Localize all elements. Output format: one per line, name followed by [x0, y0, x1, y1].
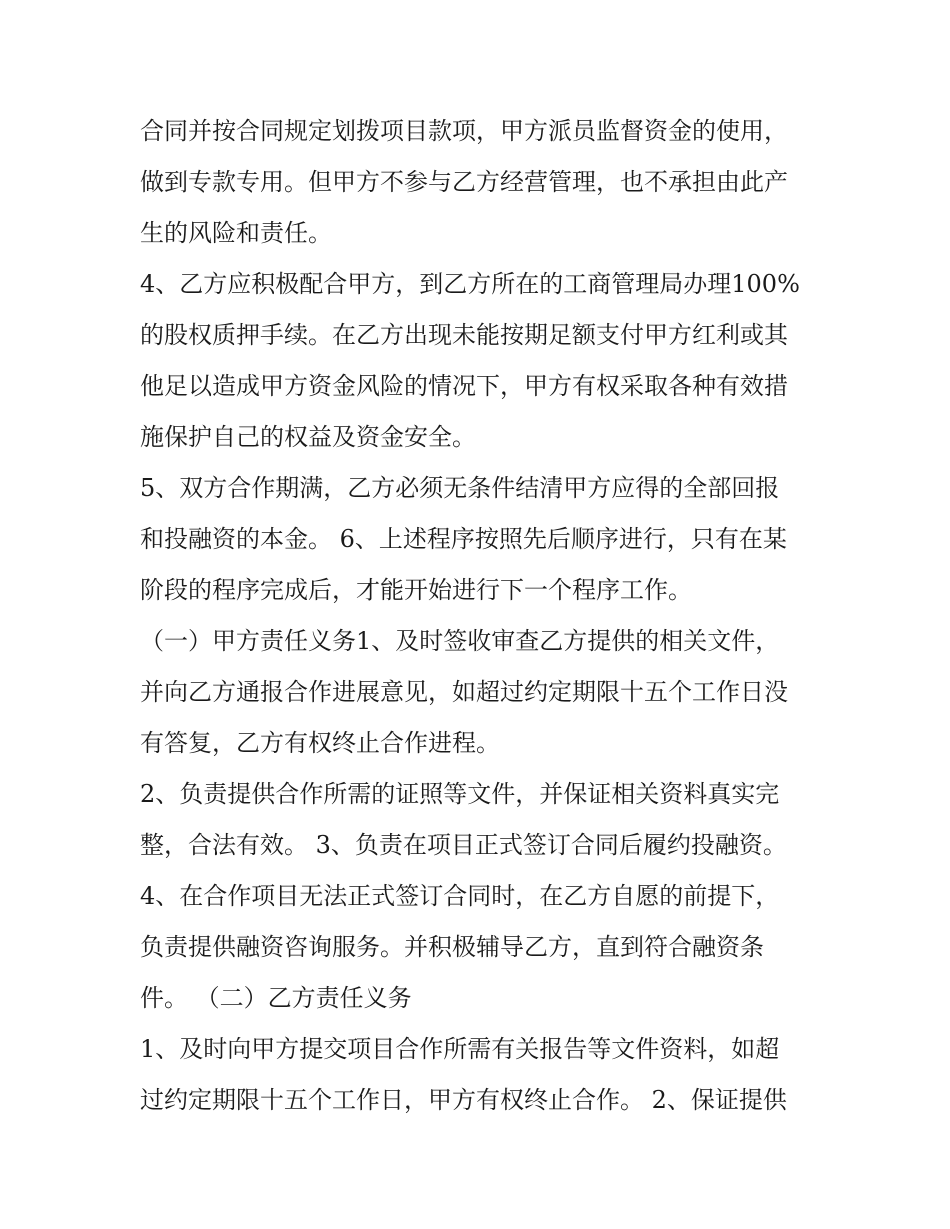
text-line: 有答复，乙方有权终止合作进程。 — [140, 729, 500, 757]
text-line: 的股权质押手续。在乙方出现未能按期足额支付甲方红利或其 — [140, 321, 788, 349]
text-line: 阶段的程序完成后，才能开始进行下一个程序工作。 — [140, 576, 692, 604]
text-line: 施保护自己的权益及资金安全。 — [140, 423, 476, 451]
text-line: 整，合法有效。 3、负责在项目正式签订合同后履约投融资。 — [140, 831, 787, 859]
text-line: 做到专款专用。但甲方不参与乙方经营管理，也不承担由此产 — [140, 168, 788, 196]
text-line: 并向乙方通报合作进展意见，如超过约定期限十五个工作日没 — [140, 678, 788, 706]
text-line: 负责提供融资咨询服务。并积极辅导乙方，直到符合融资条 — [140, 933, 764, 961]
text-line: 1、及时向甲方提交项目合作所需有关报告等文件资料，如超 — [140, 1035, 780, 1063]
contract-body-text — [140, 106, 830, 1126]
text-line: 4、乙方应积极配合甲方，到乙方所在的工商管理局办理100% — [140, 270, 800, 298]
text-line: 他足以造成甲方资金风险的情况下，甲方有权采取各种有效措 — [140, 372, 788, 400]
text-line: 件。 （二）乙方责任义务 — [140, 984, 412, 1012]
text-line: 2、负责提供合作所需的证照等文件，并保证相关资料真实完 — [140, 780, 780, 808]
text-line: 过约定期限十五个工作日，甲方有权终止合作。 2、保证提供 — [140, 1086, 787, 1114]
text-line: （一）甲方责任义务1、及时签收审查乙方提供的相关文件， — [140, 627, 780, 655]
text-line: 合同并按合同规定划拨项目款项，甲方派员监督资金的使用， — [140, 117, 788, 145]
text-line: 4、在合作项目无法正式签订合同时，在乙方自愿的前提下， — [140, 882, 780, 910]
text-line: 生的风险和责任。 — [140, 219, 332, 247]
text-line: 和投融资的本金。 6、上述程序按照先后顺序进行，只有在某 — [140, 525, 787, 553]
text-line: 5、双方合作期满，乙方必须无条件结清甲方应得的全部回报 — [140, 474, 780, 502]
